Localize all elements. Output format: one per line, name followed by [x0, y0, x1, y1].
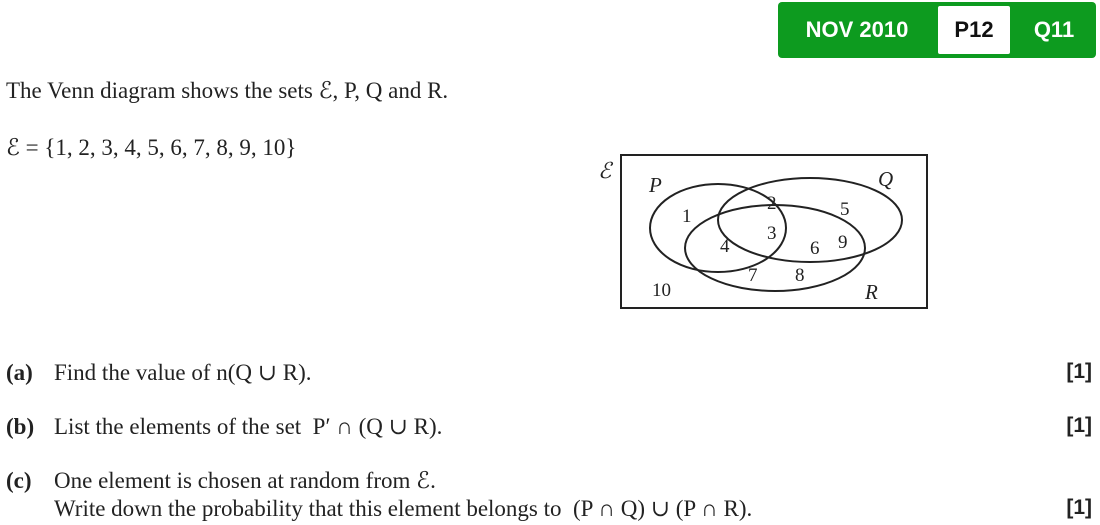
paper-number: P12: [938, 6, 1010, 54]
question-a-text: Find the value of n(Q ∪ R).: [54, 360, 312, 385]
set-p-label: P: [649, 173, 662, 197]
question-a-label: (a): [6, 360, 33, 385]
question-badge: [778, 2, 1096, 58]
element-5: 5: [840, 199, 850, 220]
element-3: 3: [767, 223, 777, 244]
element-4: 4: [720, 236, 730, 257]
venn-diagram: [590, 150, 935, 315]
element-8: 8: [795, 265, 805, 286]
intro-sentence: The Venn diagram shows the sets ℰ, P, Q and R.: [6, 78, 449, 103]
question-number: Q11: [1033, 17, 1075, 42]
universal-symbol: ℰ: [598, 158, 612, 183]
element-7: 7: [748, 265, 758, 286]
set-p-ellipse: [650, 184, 786, 272]
question-a-marks: [1]: [1066, 360, 1092, 383]
element-1: 1: [682, 206, 692, 227]
element-9: 9: [838, 232, 848, 253]
question-c-line2: Write down the probability that this element belongs to (P ∩ Q) ∪ (P ∩ R).: [54, 496, 753, 521]
question-c-marks: [1]: [1066, 496, 1092, 519]
set-q-label: Q: [878, 167, 894, 191]
question-b-marks: [1]: [1066, 414, 1092, 437]
question-b-label: (b): [6, 414, 35, 439]
element-6: 6: [810, 238, 820, 259]
question-c-label: (c): [6, 468, 32, 493]
set-r-label: R: [865, 280, 878, 304]
question-c-line1: One element is chosen at random from ℰ.: [54, 468, 436, 493]
universal-set-definition: ℰ = {1, 2, 3, 4, 5, 6, 7, 8, 9, 10}: [6, 135, 297, 160]
exam-session: NOV 2010: [805, 17, 909, 42]
element-2: 2: [767, 193, 777, 214]
element-10: 10: [652, 280, 671, 301]
question-b-text: List the elements of the set P′ ∩ (Q ∪ R).: [54, 414, 443, 439]
